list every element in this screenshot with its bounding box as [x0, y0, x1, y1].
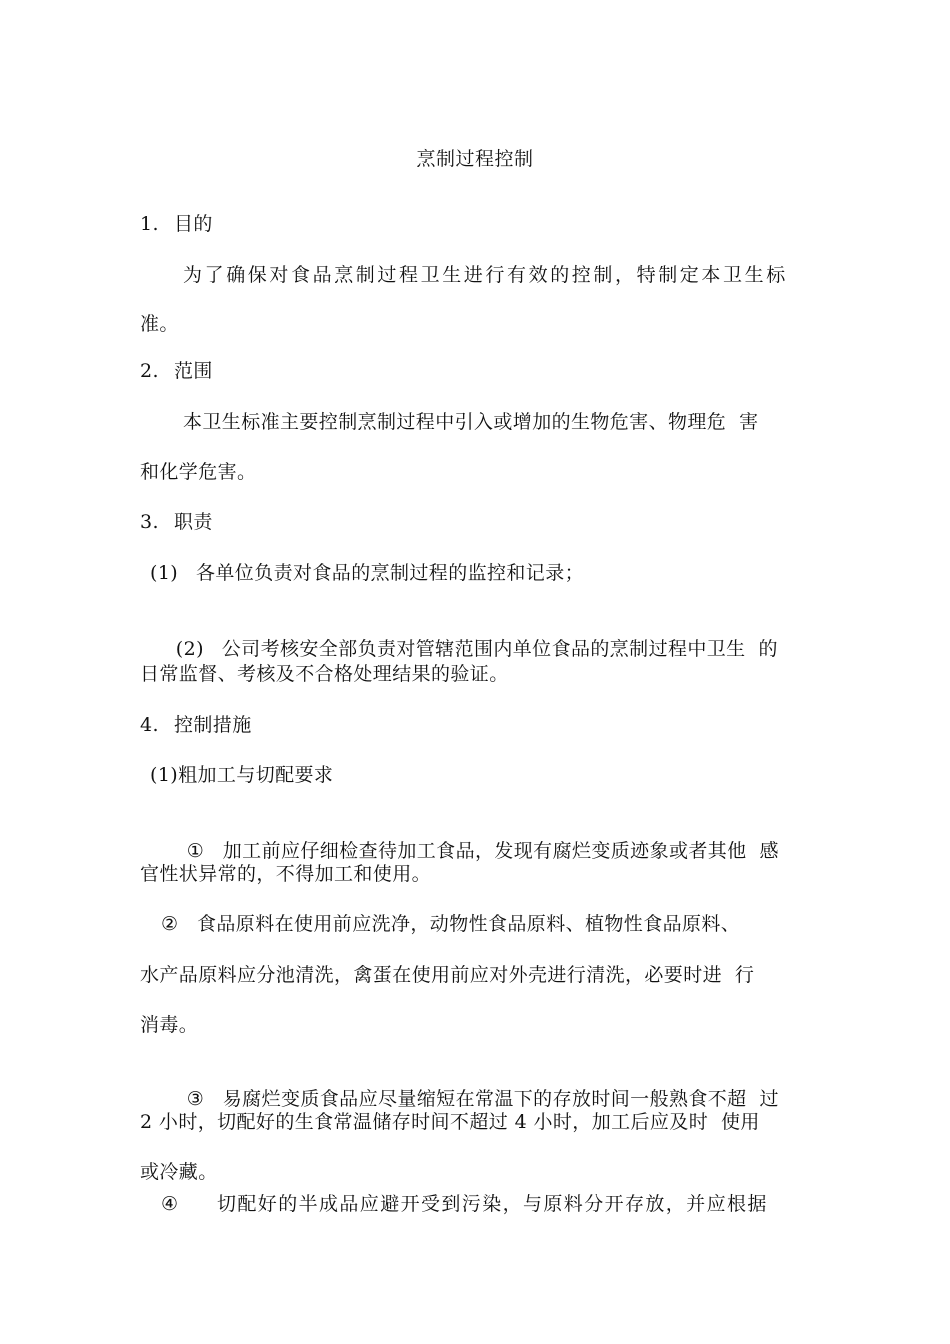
list-item-continuation: 2 小时，切配好的生食常温储存时间不超过 4 小时，加工后应及时 使用 — [140, 1111, 760, 1133]
subsection-heading: (1)粗加工与切配要求 — [150, 764, 334, 786]
section-1-number: 1. — [140, 213, 159, 235]
section-1-heading — [140, 211, 213, 237]
section-1-text-line-2: 准。 — [140, 313, 179, 335]
list-item-marker: ① — [186, 840, 205, 862]
list-item-text: 各单位负责对食品的烹制过程的监控和记录； — [196, 562, 585, 584]
document-title: 烹制过程控制 — [416, 148, 534, 170]
list-item — [150, 560, 584, 586]
list-item-continuation: 消毒。 — [140, 1014, 199, 1036]
list-item — [161, 911, 740, 937]
section-4-heading — [140, 712, 252, 738]
list-item-continuation: 水产品原料应分池清洗，禽蛋在使用前应对外壳进行清洗，必要时进 行 — [140, 964, 755, 986]
section-1-text-line-1: 为了确保对食品烹制过程卫生进行有效的控制，特制定本卫生标 — [183, 264, 788, 286]
list-item-text: 加工前应仔细检查待加工食品，发现有腐烂变质迹象或者其他 感 — [222, 840, 779, 862]
section-2-title: 范围 — [174, 360, 213, 382]
section-3-title: 职责 — [174, 511, 213, 533]
section-3-heading — [140, 509, 213, 535]
list-item-marker: ④ — [161, 1193, 179, 1215]
list-item-marker: (1) — [150, 562, 179, 584]
list-item-text: 食品原料在使用前应洗净，动物性食品原料、植物性食品原料、 — [197, 913, 741, 935]
list-item-continuation: 日常监督、考核及不合格处理结果的验证。 — [140, 663, 509, 685]
section-4-number: 4. — [140, 714, 159, 736]
list-item-marker: ② — [161, 913, 179, 935]
section-2-number: 2. — [140, 360, 159, 382]
list-item-text: 公司考核安全部负责对管辖范围内单位食品的烹制过程中卫生 的 — [221, 638, 778, 660]
section-2-heading — [140, 358, 213, 384]
list-item-text: 切配好的半成品应避开受到污染，与原料分开存放，并应根据 — [217, 1193, 768, 1215]
section-2-text-line-2: 和化学危害。 — [140, 461, 257, 483]
list-item-text: 易腐烂变质食品应尽量缩短在常温下的存放时间一般熟食不超 过 — [222, 1088, 779, 1110]
section-1-title: 目的 — [174, 213, 213, 235]
list-item-marker: ③ — [186, 1088, 205, 1110]
section-2-text-line-1: 本卫生标准主要控制烹制过程中引入或增加的生物危害、物理危 害 — [183, 411, 759, 433]
list-item-marker: (2) — [175, 638, 204, 660]
list-item — [161, 1191, 768, 1217]
section-3-number: 3. — [140, 511, 159, 533]
section-4-title: 控制措施 — [174, 714, 252, 736]
list-item-continuation: 或冷藏。 — [140, 1161, 218, 1183]
list-item-continuation: 官性状异常的，不得加工和使用。 — [140, 863, 432, 885]
